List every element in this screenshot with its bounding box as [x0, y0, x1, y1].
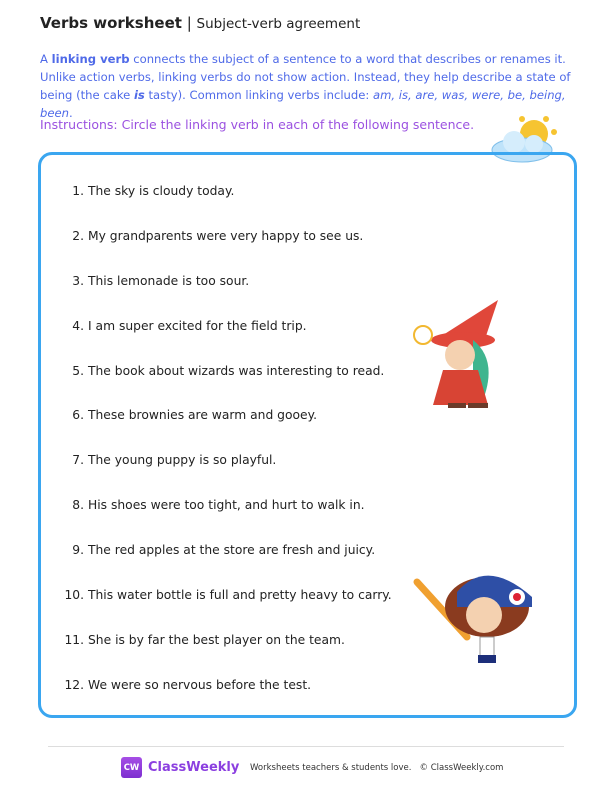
footer-tagline: Worksheets teachers & students love. — [250, 763, 412, 773]
intro-term: linking verb — [51, 52, 130, 66]
title-main: Verbs worksheet — [40, 14, 182, 32]
sentence-item[interactable] — [60, 319, 392, 364]
sentence-item[interactable] — [60, 543, 392, 588]
sentence-item[interactable] — [60, 498, 392, 543]
item-number: 1. — [72, 184, 84, 198]
wizard-illustration — [408, 295, 508, 410]
intro-text: A — [40, 52, 52, 66]
intro-text: tasty). Common linking verbs include: — [144, 88, 373, 102]
item-number: 10. — [64, 588, 84, 603]
footer-copyright: © ClassWeekly.com — [419, 763, 504, 773]
intro-verb-list: am, is, are, was, were, be, being, been — [40, 88, 566, 120]
sentence-item[interactable] — [60, 588, 392, 633]
sentence-item[interactable] — [60, 364, 392, 409]
instructions — [40, 117, 474, 132]
item-sentence[interactable]: We were so nervous before the test. — [88, 677, 312, 692]
item-number: 5. — [72, 363, 84, 378]
item-sentence[interactable]: The book about wizards was interesting to read. — [88, 363, 385, 378]
item-number: 4. — [72, 318, 84, 333]
sentence-item[interactable] — [60, 633, 392, 678]
page-title — [40, 14, 360, 32]
item-sentence[interactable]: I am super excited for the field trip. — [88, 318, 307, 333]
item-sentence[interactable]: These brownies are warm and gooey. — [88, 408, 318, 423]
baseball-player-illustration — [412, 557, 542, 667]
item-number: 9. — [72, 543, 84, 558]
item-sentence[interactable]: His shoes were too tight, and hurt to walk in. — [88, 498, 365, 513]
intro-text: connects the subject of a sentence to a word that describes or renames it. Unlike action verbs, linking verbs do not show action. Instead, they help describe a state of being (the cake — [40, 52, 571, 102]
logo-name: ClassWeekly — [148, 760, 240, 775]
title-subtitle: Subject-verb agreement — [196, 16, 361, 32]
item-number: 7. — [72, 453, 84, 468]
item-number: 8. — [72, 498, 84, 513]
sentence-item[interactable] — [60, 229, 392, 274]
item-sentence[interactable]: She is by far the best player on the team. — [88, 632, 345, 647]
sentence-item[interactable] — [60, 184, 392, 229]
item-sentence[interactable]: The sky is cloudy today. — [88, 184, 235, 198]
item-number: 6. — [72, 408, 84, 423]
instructions-text: Circle the linking verb in each of the following sentence. — [117, 117, 475, 132]
item-sentence[interactable]: My grandparents were very happy to see us. — [88, 228, 364, 243]
instructions-label: Instructions: — [40, 117, 118, 132]
footer-divider — [48, 746, 564, 747]
item-sentence[interactable]: This water bottle is full and pretty heavy to carry. — [88, 588, 392, 603]
item-sentence[interactable]: The red apples at the store are fresh and juicy. — [88, 543, 376, 558]
item-number: 2. — [72, 228, 84, 243]
sentence-item[interactable] — [60, 408, 392, 453]
intro-example-verb: is — [133, 88, 145, 102]
logo-badge: CW — [121, 757, 142, 778]
item-sentence[interactable]: The young puppy is so playful. — [88, 453, 277, 468]
sentence-item[interactable] — [60, 678, 392, 723]
classweekly-logo[interactable] — [121, 757, 239, 778]
item-number: 11. — [64, 632, 84, 647]
sentence-item[interactable] — [60, 453, 392, 498]
item-number: 3. — [72, 273, 84, 288]
sentence-item[interactable] — [60, 274, 392, 319]
intro-paragraph — [40, 50, 580, 122]
title-separator: | — [186, 14, 192, 32]
item-sentence[interactable]: This lemonade is too sour. — [88, 273, 250, 288]
footer-text — [250, 763, 503, 773]
item-number: 12. — [64, 677, 84, 692]
sentence-list — [60, 184, 392, 723]
intro-text: . — [68, 106, 73, 120]
